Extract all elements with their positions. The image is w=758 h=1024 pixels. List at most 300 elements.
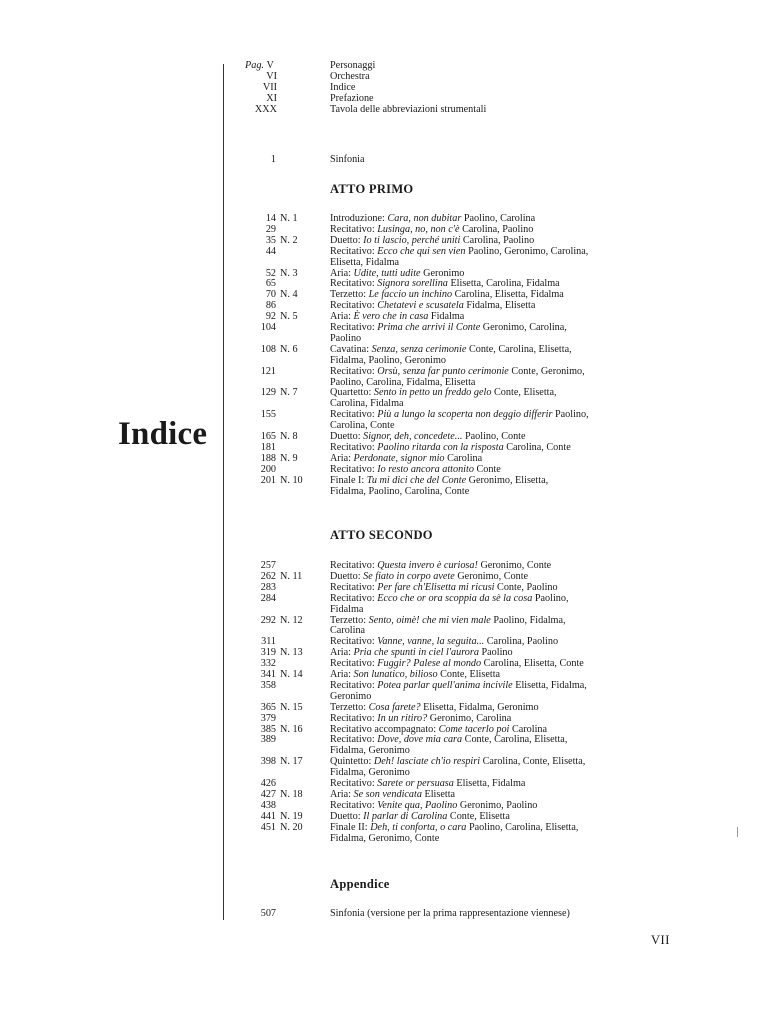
entry-text: [330, 300, 535, 311]
entry-type: Recitativo:: [330, 734, 378, 746]
entry-text: [330, 789, 455, 800]
index-entry: [0, 724, 758, 735]
entry-continuation: [0, 257, 758, 268]
atto-secondo-heading: ATTO SECONDO: [330, 528, 433, 542]
index-entry: [0, 224, 758, 235]
entry-type: Recitativo:: [330, 658, 378, 670]
entry-page: 165: [260, 431, 276, 442]
entry-continuation: [0, 604, 758, 615]
entry-type: Quartetto:: [330, 387, 374, 399]
entry-type: Aria:: [330, 669, 354, 680]
entry-page: 121: [260, 365, 276, 377]
entry-page: 108: [260, 343, 276, 355]
entry-page: 427: [260, 788, 276, 800]
prelim-page: Pag. V: [245, 60, 274, 71]
entry-type: Quintetto:: [330, 756, 374, 768]
entry-incipit: Son lunatico, bilioso: [353, 669, 438, 680]
entry-characters: Geronimo, Paolino: [457, 799, 538, 811]
entry-text: [330, 409, 589, 420]
entry-text: [330, 615, 566, 626]
index-entry: [0, 464, 758, 475]
entry-type: Terzetto:: [330, 289, 369, 301]
entry-text: [330, 442, 571, 453]
entry-type: Finale II:: [330, 821, 371, 833]
index-entry: [0, 702, 758, 713]
entry-page: 365: [260, 701, 276, 713]
entry-incipit: Senza, senza cerimonie: [371, 343, 467, 355]
entry-type: Recitativo:: [330, 636, 378, 648]
entry-text: Sinfonia (versione per la prima rappresentazione viennese): [330, 908, 570, 919]
index-entry: [0, 322, 758, 333]
index-entry: [0, 366, 758, 377]
entry-page: 29: [265, 223, 276, 235]
entry-incipit: Io ti lascio, perché uniti: [363, 234, 461, 246]
entry-type: Finale I:: [330, 474, 367, 486]
entry-type: Recitativo:: [330, 799, 378, 811]
entry-page: 52: [265, 267, 276, 279]
entry-text: [330, 289, 564, 300]
index-entry: [0, 756, 758, 767]
entry-characters-cont: Fidalma, Geronimo: [330, 745, 410, 757]
index-entry: [0, 453, 758, 464]
page-folio: VII: [651, 933, 670, 947]
entry-incipit: Signora sorellina: [377, 278, 448, 290]
prelim-label: Personaggi: [330, 60, 376, 71]
entry-page: 92: [265, 311, 276, 323]
entry-characters: Conte, Carolina, Elisetta,: [462, 734, 568, 746]
entry-type: Recitativo accompagnato:: [330, 723, 439, 735]
entry-text: [330, 235, 534, 246]
entry-page: 311: [261, 636, 276, 648]
entry-characters: Conte, Geronimo,: [508, 365, 585, 377]
index-entry: [0, 344, 758, 355]
entry-incipit: Chetatevi e scusatela: [377, 300, 464, 312]
atto-primo-heading: ATTO PRIMO: [330, 182, 414, 196]
entry-page: 104: [260, 322, 276, 333]
index-entry: [0, 246, 758, 257]
entry-continuation: [0, 420, 758, 431]
entry-incipit: Udite, tutti udite: [353, 267, 421, 279]
entry-characters-cont: Fidalma, Geronimo, Conte: [330, 832, 440, 844]
entry-page: 129: [260, 387, 276, 399]
entry-text: [330, 475, 548, 486]
entry-text: [330, 734, 567, 745]
entry-page: 181: [260, 441, 276, 453]
entry-characters: Carolina, Conte, Elisetta,: [480, 756, 586, 768]
sinfonia-row: [0, 154, 758, 165]
entry-type: Recitativo:: [330, 712, 378, 724]
entry-number: N. 20: [280, 821, 303, 833]
entry-page: 385: [260, 723, 276, 735]
entry-text: Sinfonia: [330, 154, 365, 165]
entry-text: [330, 756, 585, 767]
index-entry: [0, 789, 758, 800]
index-entry: [0, 778, 758, 789]
entry-text: [330, 278, 560, 289]
entry-type: Recitativo:: [330, 592, 378, 604]
prelim-label: Tavola delle abbreviazioni strumentali: [330, 103, 487, 115]
entry-text: [330, 213, 535, 224]
entry-characters: Carolina, Conte: [503, 441, 571, 453]
entry-characters-cont: Carolina, Fidalma: [330, 398, 404, 410]
entry-characters-cont: Fidalma, Geronimo: [330, 767, 410, 779]
entry-incipit: Prima che arrivi il Conte: [377, 322, 481, 333]
entry-incipit: Orsù, senza far punto cerimonie: [377, 365, 509, 377]
entry-page: 284: [260, 592, 276, 604]
entry-incipit: Paolino ritarda con la risposta: [377, 441, 504, 453]
entry-type: Recitativo:: [330, 278, 378, 290]
entry-text: [330, 593, 569, 604]
entry-type: Recitativo:: [330, 245, 378, 257]
entry-characters: Geronimo, Carolina,: [480, 322, 567, 333]
index-entry: [0, 431, 758, 442]
entry-number: N. 11: [280, 570, 303, 582]
entry-incipit: Per fare ch'Elisetta mi ricusi: [377, 581, 495, 593]
index-entry: [0, 571, 758, 582]
index-entry: [0, 680, 758, 691]
index-entry: [0, 213, 758, 224]
entry-page: 257: [260, 560, 276, 571]
entry-incipit: Io resto ancora attonito: [377, 463, 474, 475]
entry-characters: Geronimo, Conte: [477, 560, 552, 571]
entry-text: [330, 453, 482, 464]
entry-type: Recitativo:: [330, 300, 378, 312]
entry-text: [330, 366, 585, 377]
prelim-row: [0, 82, 758, 93]
entry-characters: Carolina: [444, 452, 483, 464]
prelim-row: [0, 104, 758, 115]
entry-incipit: Sento, oimè! che mi vien male: [368, 614, 491, 626]
entry-incipit: Se son vendicata: [353, 788, 422, 800]
entry-type: Recitativo:: [330, 463, 378, 475]
entry-incipit: Lusinga, no, non c'è: [377, 223, 460, 235]
entry-characters: Carolina, Paolino: [459, 223, 534, 235]
entry-text: [330, 800, 537, 811]
entry-text: [330, 431, 526, 442]
entry-incipit: Perdonate, signor mio: [353, 452, 445, 464]
entry-incipit: Signor, deh, concedete...: [363, 431, 463, 442]
entry-characters: Conte, Elisetta,: [491, 387, 557, 399]
index-entry: [0, 669, 758, 680]
entry-type: Aria:: [330, 311, 354, 323]
entry-page: 86: [265, 300, 276, 312]
entry-number: N. 4: [280, 289, 298, 301]
entry-incipit: Tu mi dici che del Conte: [366, 474, 467, 486]
entry-type: Cavatina:: [330, 343, 372, 355]
index-entry: [0, 235, 758, 246]
entry-text: [330, 560, 551, 571]
index-entry: [0, 268, 758, 279]
entry-type: Introduzione:: [330, 213, 388, 224]
entry-characters: Elisetta, Carolina, Fidalma: [447, 278, 560, 290]
entry-number: N. 7: [280, 387, 298, 399]
entry-number: N. 8: [280, 431, 298, 442]
entry-characters: Geronimo, Carolina: [427, 712, 512, 724]
entry-incipit: Ecco che or ora scoppia da sè la cosa: [377, 592, 533, 604]
entry-characters: Paolino, Carolina: [461, 213, 536, 224]
entry-characters: Carolina: [509, 723, 548, 735]
entry-characters: Geronimo, Elisetta,: [466, 474, 549, 486]
index-entry: [0, 822, 758, 833]
entry-page: 35: [265, 234, 276, 246]
entry-text: [330, 224, 533, 235]
side-title: Indice: [118, 416, 208, 452]
entry-page: 283: [260, 581, 276, 593]
entry-incipit: Sento in petto un freddo gelo: [373, 387, 492, 399]
entry-incipit: Cara, non dubitar: [387, 213, 462, 224]
index-entry: [0, 442, 758, 453]
entry-continuation: [0, 355, 758, 366]
entry-characters: Elisetta, Fidalma,: [512, 679, 587, 691]
entry-continuation: [0, 745, 758, 756]
entry-characters: Conte, Elisetta: [447, 810, 510, 822]
entry-characters: Geronimo: [420, 267, 465, 279]
entry-characters-cont: Carolina: [330, 625, 366, 637]
entry-continuation: [0, 333, 758, 344]
entry-text: [330, 311, 464, 322]
index-entry: [0, 582, 758, 593]
entry-characters: Elisetta, Fidalma, Geronimo: [420, 701, 539, 713]
entry-characters: Elisetta, Fidalma: [453, 778, 526, 789]
entry-type: Aria:: [330, 788, 354, 800]
entry-characters: Carolina, Paolino: [460, 234, 535, 246]
index-entry: [0, 811, 758, 822]
entry-page: 358: [260, 679, 276, 691]
entry-page: 341: [260, 669, 276, 680]
entry-incipit: È vero che in casa: [353, 311, 429, 323]
entry-type: Duetto:: [330, 810, 364, 822]
entry-number: N. 19: [280, 810, 303, 822]
entry-text: [330, 778, 525, 789]
entry-continuation: [0, 691, 758, 702]
entry-text: [330, 680, 587, 691]
entry-page: 332: [260, 658, 276, 670]
index-entry: [0, 475, 758, 486]
entry-characters: Fidalma, Elisetta: [463, 300, 536, 312]
entry-incipit: Il parlar di Carolina: [363, 810, 448, 822]
entry-page: 398: [260, 756, 276, 768]
index-entry: [0, 387, 758, 398]
entry-characters: Carolina, Elisetta, Fidalma: [452, 289, 564, 301]
entry-characters: Conte, Carolina, Elisetta,: [466, 343, 572, 355]
entry-type: Terzetto:: [330, 701, 369, 713]
entry-number: N. 5: [280, 311, 298, 323]
index-entry: [0, 658, 758, 669]
prelim-row: [0, 93, 758, 104]
entry-characters-cont: Fidalma, Paolino, Carolina, Conte: [330, 485, 470, 497]
prelim-prefix: Pag.: [245, 60, 267, 71]
entry-characters-cont: Paolino: [330, 332, 362, 344]
appendice-entry: [0, 908, 758, 919]
entry-type: Recitativo:: [330, 560, 378, 571]
entry-text: [330, 822, 578, 833]
entry-continuation: [0, 398, 758, 409]
entry-type: Duetto:: [330, 431, 364, 442]
entry-page: 44: [265, 245, 276, 257]
prelim-label: Orchestra: [330, 70, 370, 82]
entry-number: N. 10: [280, 474, 303, 486]
entry-page: 451: [260, 821, 276, 833]
prelim-label: Prefazione: [330, 92, 374, 104]
entry-text: [330, 582, 558, 593]
entry-type: Aria:: [330, 647, 354, 659]
entry-text: [330, 387, 557, 398]
entry-characters-cont: Elisetta, Fidalma: [330, 256, 400, 268]
entry-number: N. 17: [280, 756, 303, 768]
entry-number: N. 12: [280, 614, 303, 626]
entry-text: [330, 713, 511, 724]
prelim-row: [0, 71, 758, 82]
entry-type: Duetto:: [330, 234, 364, 246]
entry-text: [330, 811, 510, 822]
entry-type: Recitativo:: [330, 581, 378, 593]
entry-type: Recitativo:: [330, 778, 378, 789]
entry-text: [330, 647, 513, 658]
entry-continuation: [0, 625, 758, 636]
entry-page: 292: [260, 614, 276, 626]
entry-type: Recitativo:: [330, 223, 378, 235]
entry-text: [330, 268, 464, 279]
entry-number: N. 2: [280, 234, 298, 246]
entry-number: N. 18: [280, 788, 303, 800]
entry-page: 389: [260, 734, 276, 746]
index-entry: [0, 289, 758, 300]
prelim-page: XI: [266, 92, 277, 104]
entry-text: [330, 464, 501, 475]
index-entry: [0, 800, 758, 811]
entry-characters: Conte, Elisetta: [437, 669, 501, 680]
entry-characters: Elisetta: [421, 788, 456, 800]
index-entry: [0, 636, 758, 647]
entry-characters: Carolina, Paolino: [484, 636, 559, 648]
entry-incipit: Potea parlar quell'anima incivile: [377, 679, 513, 691]
entry-continuation: [0, 833, 758, 844]
entry-characters-cont: Geronimo: [330, 690, 372, 702]
entry-page: 155: [260, 409, 276, 421]
entry-page: 201: [260, 474, 276, 486]
entry-characters: Paolino,: [552, 409, 589, 421]
entry-page: 200: [260, 463, 276, 475]
entry-text: [330, 571, 528, 582]
entry-characters: Conte: [473, 463, 501, 475]
entry-type: Recitativo:: [330, 409, 378, 421]
entry-incipit: Se fiato in corpo avete: [363, 570, 455, 582]
entry-type: Recitativo:: [330, 679, 378, 691]
entry-incipit: Ecco che qui sen vien: [377, 245, 466, 257]
entry-text: [330, 658, 584, 669]
entry-characters-cont: Carolina, Conte: [330, 420, 395, 432]
entry-page: 14: [265, 213, 276, 224]
entry-incipit: Venite qua, Paolino: [377, 799, 458, 811]
index-entry: [0, 713, 758, 724]
entry-page: 438: [260, 799, 276, 811]
entry-page: 507: [260, 908, 276, 919]
entry-page: 65: [265, 278, 276, 290]
entry-incipit: Più a lungo la scoperta non deggio differir: [377, 409, 553, 421]
entry-type: Aria:: [330, 452, 354, 464]
index-entry: [0, 409, 758, 420]
index-entry: [0, 615, 758, 626]
entry-page: 379: [260, 712, 276, 724]
entry-characters-cont: Fidalma: [330, 603, 364, 615]
entry-number: N. 15: [280, 701, 303, 713]
prelim-page: XXX: [254, 103, 277, 115]
entry-continuation: [0, 486, 758, 497]
entry-incipit: Pria che spunti in ciel l'aurora: [353, 647, 479, 659]
entry-characters: Paolino, Carolina, Elisetta,: [466, 821, 579, 833]
entry-number: N. 9: [280, 452, 298, 464]
entry-characters-cont: Fidalma, Paolino, Geronimo: [330, 354, 447, 366]
entry-characters: Fidalma: [428, 311, 465, 323]
entry-number: N. 14: [280, 669, 303, 680]
index-entry: [0, 300, 758, 311]
entry-characters: Carolina, Elisetta, Conte: [481, 658, 584, 670]
entry-text: [330, 322, 567, 333]
index-entry: [0, 311, 758, 322]
entry-text: [330, 669, 500, 680]
entry-page: 441: [260, 810, 276, 822]
entry-incipit: In un ritiro?: [377, 712, 428, 724]
entry-page: 426: [260, 778, 276, 789]
entry-incipit: Deh! lasciate ch'io respiri: [373, 756, 481, 768]
entry-type: Aria:: [330, 267, 354, 279]
entry-text: [330, 636, 558, 647]
entry-page: 262: [260, 570, 276, 582]
entry-continuation: [0, 767, 758, 778]
entry-type: Duetto:: [330, 570, 364, 582]
entry-incipit: Questa invero è curiosa!: [377, 560, 478, 571]
entry-number: N. 1: [280, 213, 298, 224]
prelim-page: VII: [262, 81, 277, 93]
entry-page: 1: [270, 154, 276, 165]
entry-incipit: Dove, dove mia cara: [377, 734, 463, 746]
prelim-page: VI: [266, 70, 277, 82]
entry-text: [330, 702, 539, 713]
index-entry: [0, 593, 758, 604]
appendice-heading: Appendice: [330, 877, 390, 891]
index-entry: [0, 647, 758, 658]
entry-characters: Paolino: [478, 647, 513, 659]
entry-page: 70: [265, 289, 276, 301]
entry-characters: Paolino, Geronimo, Carolina,: [465, 245, 589, 257]
entry-number: N. 13: [280, 647, 303, 659]
entry-incipit: Cosa farete?: [368, 701, 421, 713]
entry-incipit: Fuggir? Palese al mondo: [377, 658, 482, 670]
entry-number: N. 6: [280, 343, 298, 355]
entry-characters-cont: Paolino, Carolina, Fidalma, Elisetta: [330, 376, 476, 388]
index-entry: [0, 734, 758, 745]
entry-number: N. 16: [280, 723, 303, 735]
entry-text: [330, 344, 572, 355]
entry-page: 319: [260, 647, 276, 659]
entry-incipit: Deh, ti conforta, o cara: [370, 821, 467, 833]
entry-type: Recitativo:: [330, 322, 378, 333]
index-entry: [0, 560, 758, 571]
prelim-row: [0, 60, 758, 71]
entry-incipit: Come tacerlo poi: [438, 723, 510, 735]
entry-characters: Paolino, Conte: [462, 431, 526, 442]
entry-incipit: Vanne, vanne, la seguita...: [377, 636, 485, 648]
entry-text: [330, 724, 547, 735]
entry-number: N. 3: [280, 267, 298, 279]
entry-characters: Conte, Paolino: [494, 581, 558, 593]
entry-characters: Geronimo, Conte: [454, 570, 529, 582]
entry-type: Recitativo:: [330, 365, 378, 377]
entry-type: Terzetto:: [330, 614, 369, 626]
entry-continuation: [0, 377, 758, 388]
entry-characters: Paolino,: [532, 592, 569, 604]
entry-incipit: Le faccio un inchino: [368, 289, 453, 301]
